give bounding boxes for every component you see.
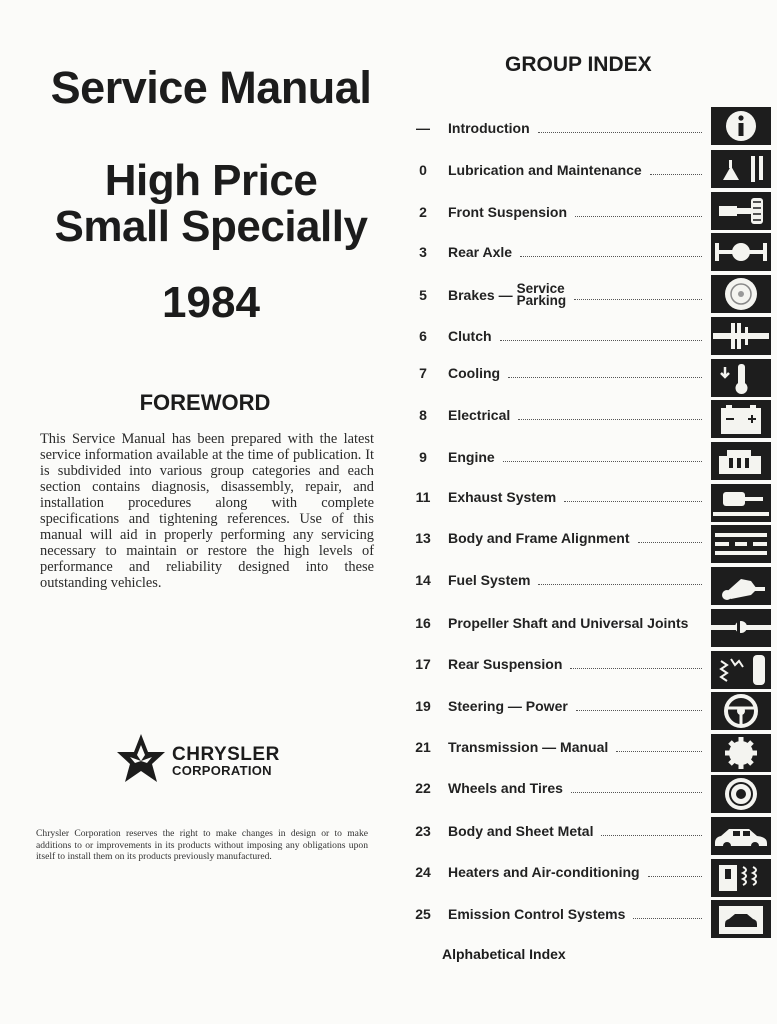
brake-disc-icon[interactable] <box>711 275 771 313</box>
vehicle-line-title-line2: Small Specially <box>54 202 368 251</box>
group-index-row[interactable] <box>408 400 708 430</box>
disclaimer: Chrysler Corporation reserves the right to make changes in design or to make additions to or improvements in its products without imposing any obligations upon itself to install them on its products previously manufactured. <box>36 828 368 862</box>
exhaust-icon[interactable] <box>711 484 771 522</box>
group-title: Introduction <box>448 120 530 136</box>
group-number: 16 <box>415 615 431 631</box>
leader-dots <box>538 584 702 585</box>
group-index-row[interactable] <box>408 113 708 143</box>
leader-dots <box>520 256 702 257</box>
group-number: 11 <box>415 489 431 505</box>
car-body-icon[interactable] <box>711 817 771 855</box>
group-number: — <box>416 120 430 136</box>
group-title: Wheels and Tires <box>448 780 563 796</box>
group-title: Propeller Shaft and Universal Joints <box>448 615 689 631</box>
group-index-row[interactable] <box>408 773 708 803</box>
fuel-nozzle-icon[interactable] <box>711 567 771 605</box>
group-number: 23 <box>415 823 431 839</box>
group-title: Cooling <box>448 365 501 381</box>
leader-dots <box>518 419 702 420</box>
group-subtitle: Service <box>516 281 565 296</box>
model-year: 1984 <box>162 278 260 327</box>
leader-dots <box>648 876 702 877</box>
group-index-row[interactable] <box>408 816 708 846</box>
group-title: Emission Control Systems <box>448 906 626 922</box>
group-title: Transmission — Manual <box>448 739 609 755</box>
group-index-row[interactable] <box>408 857 708 887</box>
foreword-body: This Service Manual has been prepared with the latest service information available at the time of publication. It is subdivided into various group categories and each section contains diagnosis, disassembly, repair, and installation procedures along with complete specifications and tightening references. Use of this manual will aid in properly performing any servicing necessary to maintain or restore the high levels of performance and reliability designed into these outstanding vehicles. <box>40 431 374 591</box>
group-number: 25 <box>415 906 431 922</box>
group-title: Lubrication and Maintenance <box>448 162 642 178</box>
group-number: 3 <box>419 244 427 260</box>
group-title: Fuel System <box>448 572 531 588</box>
group-title: Rear Axle <box>448 244 513 260</box>
group-number: 7 <box>419 365 427 381</box>
group-title: Steering — Power <box>448 698 568 714</box>
group-number: 21 <box>415 739 431 755</box>
group-title: Body and Frame Alignment <box>448 530 630 546</box>
leader-dots <box>638 542 702 543</box>
leader-dots <box>574 299 702 300</box>
group-number: 24 <box>415 864 431 880</box>
group-number: 13 <box>415 530 431 546</box>
group-number: 8 <box>419 407 427 423</box>
emission-car-icon[interactable] <box>711 900 771 938</box>
leader-dots <box>616 751 702 752</box>
manual-title: Service Manual <box>50 62 372 113</box>
group-number: 22 <box>415 780 431 796</box>
leader-dots <box>503 461 702 462</box>
group-index-row[interactable] <box>408 608 708 638</box>
group-index-row[interactable] <box>408 523 708 553</box>
group-title: Electrical <box>448 407 511 423</box>
group-index-row[interactable] <box>408 732 708 762</box>
group-number: 6 <box>419 328 427 344</box>
leader-dots <box>650 174 702 175</box>
thermometer-icon[interactable] <box>711 359 771 397</box>
vehicle-line-title <box>46 158 376 250</box>
group-title: Front Suspension <box>448 204 567 220</box>
group-index-row[interactable] <box>408 442 708 472</box>
front-suspension-icon[interactable] <box>711 192 771 230</box>
leader-dots <box>633 918 702 919</box>
chrysler-logo <box>116 733 296 783</box>
logo-name: CHRYSLER <box>172 744 280 765</box>
wheel-icon[interactable] <box>711 775 771 813</box>
leader-dots <box>564 501 702 502</box>
group-number: 19 <box>415 698 431 714</box>
group-index-row[interactable] <box>408 482 708 512</box>
info-icon[interactable] <box>711 107 771 145</box>
clutch-icon[interactable] <box>711 317 771 355</box>
group-title: Brakes — <box>448 287 513 303</box>
leader-dots <box>575 216 702 217</box>
group-subtitle: Parking <box>516 293 567 308</box>
group-title: Clutch <box>448 328 492 344</box>
group-number: 0 <box>419 162 427 178</box>
group-index-row[interactable] <box>408 691 708 721</box>
steering-wheel-icon[interactable] <box>711 692 771 730</box>
group-number: 2 <box>419 204 427 220</box>
group-index-row[interactable] <box>408 155 708 185</box>
vehicle-line-title-line1: High Price <box>104 156 318 205</box>
leader-dots <box>500 340 702 341</box>
logo-subtitle: CORPORATION <box>172 763 272 778</box>
alphabetical-index-link[interactable]: Alphabetical Index <box>442 946 566 962</box>
foreword-heading: FOREWORD <box>139 390 271 415</box>
group-index-row[interactable] <box>408 237 708 267</box>
group-index-title: GROUP INDEX <box>505 53 652 76</box>
leader-dots <box>508 377 702 378</box>
group-number: 9 <box>419 449 427 465</box>
rear-axle-icon[interactable] <box>711 233 771 271</box>
propeller-shaft-icon[interactable] <box>711 609 771 647</box>
group-index-row[interactable] <box>408 899 708 929</box>
frame-icon[interactable] <box>711 525 771 563</box>
group-index-row[interactable] <box>408 280 708 310</box>
group-number: 14 <box>415 572 431 588</box>
gear-icon[interactable] <box>711 734 771 772</box>
group-number: 5 <box>419 287 427 303</box>
engine-icon[interactable] <box>711 442 771 480</box>
group-title: Rear Suspension <box>448 656 563 672</box>
group-index-row[interactable] <box>408 197 708 227</box>
oil-can-wrench-icon[interactable] <box>711 150 771 188</box>
battery-icon[interactable] <box>711 400 771 438</box>
group-title: Engine <box>448 449 495 465</box>
group-index-row[interactable] <box>408 565 708 595</box>
group-number: 17 <box>415 656 431 672</box>
leader-dots <box>571 792 702 793</box>
group-index-row[interactable] <box>408 321 708 351</box>
leader-dots <box>538 132 702 133</box>
leader-dots <box>601 835 702 836</box>
pentastar-icon <box>116 733 166 783</box>
group-index-row[interactable] <box>408 358 708 388</box>
leader-dots <box>570 668 702 669</box>
group-title: Exhaust System <box>448 489 557 505</box>
group-title: Body and Sheet Metal <box>448 823 594 839</box>
leader-dots <box>576 710 702 711</box>
heater-icon[interactable] <box>711 859 771 897</box>
group-title: Heaters and Air-conditioning <box>448 864 640 880</box>
group-index-row[interactable] <box>408 649 708 679</box>
rear-spring-icon[interactable] <box>711 651 771 689</box>
